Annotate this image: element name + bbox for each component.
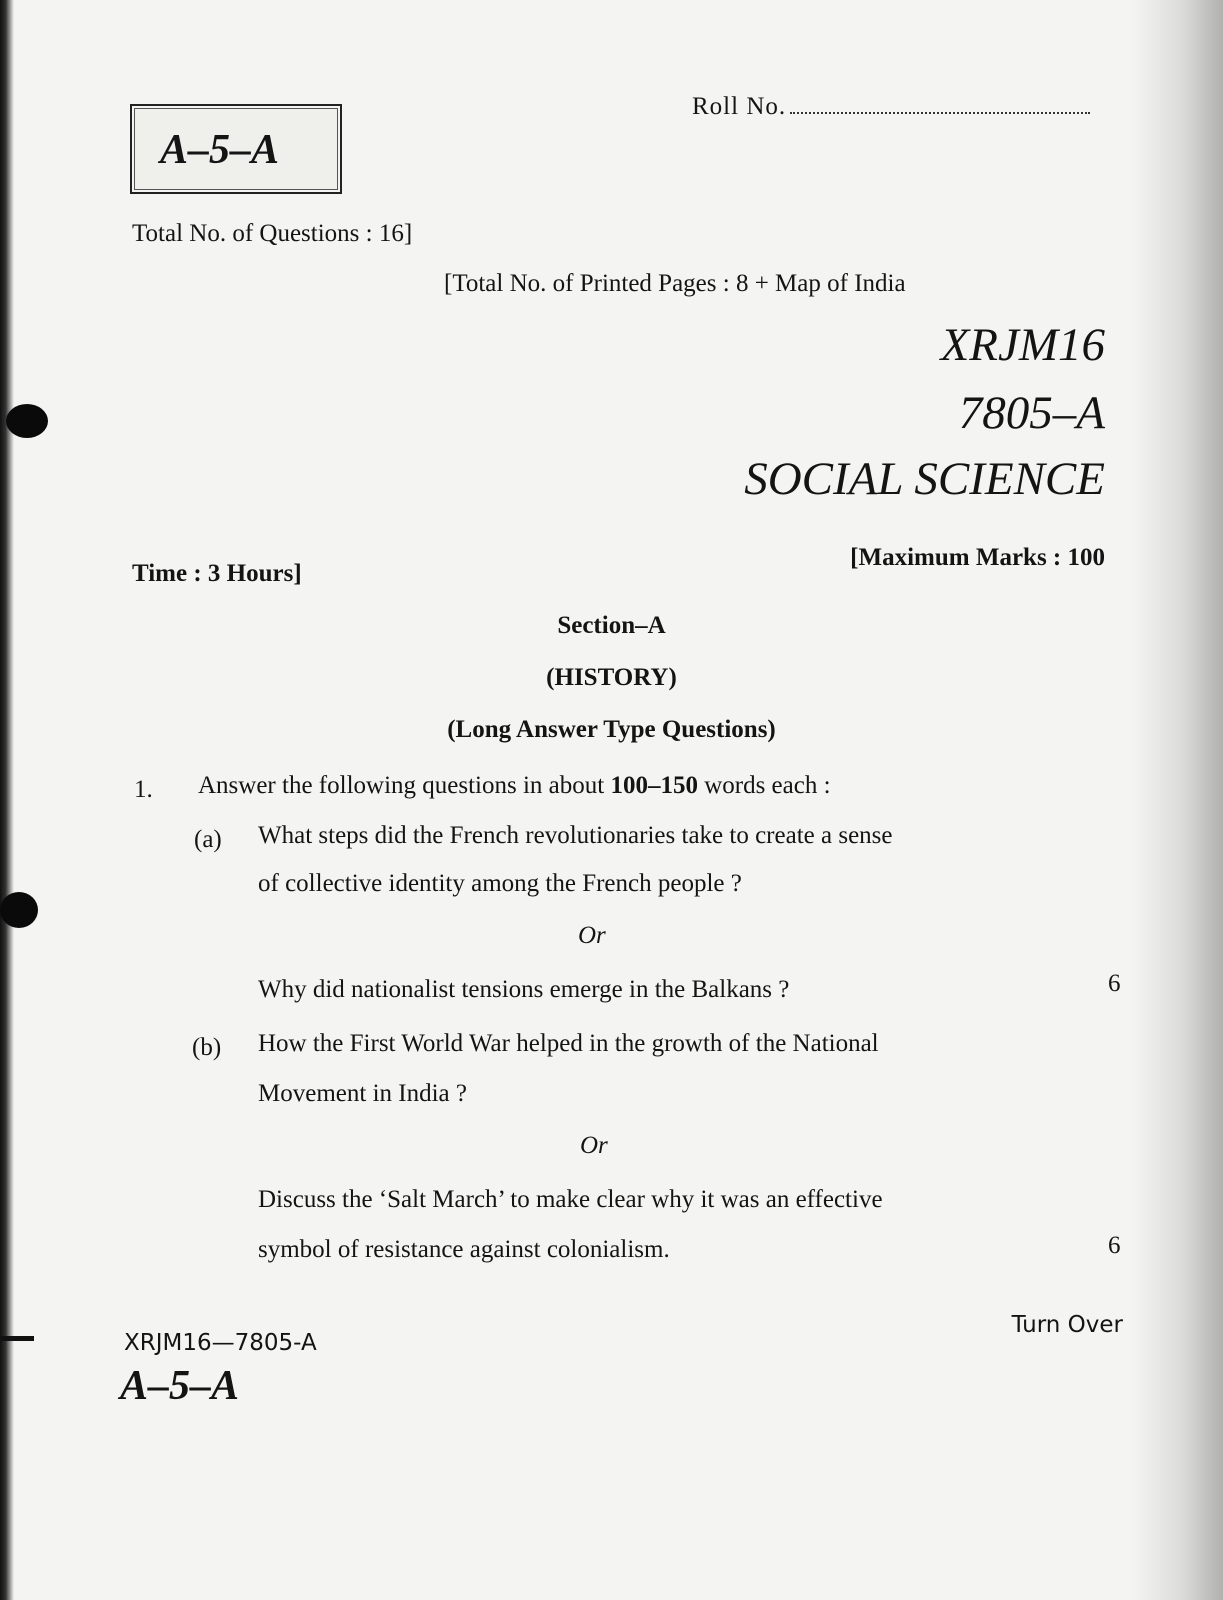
part-a-label: (a) [194, 826, 222, 853]
roll-number-label: Roll No. [692, 93, 787, 120]
subject-title: SOCIAL SCIENCE [744, 453, 1105, 505]
roll-number-field [692, 93, 1090, 121]
page-left-edge-shadow [0, 0, 14, 1600]
turn-over-note: Turn Over [1011, 1312, 1123, 1338]
section-subject: (HISTORY) [546, 664, 677, 691]
part-a-or: Or [578, 922, 606, 949]
footer-set-code: A–5–A [120, 1363, 240, 1409]
maximum-marks: [Maximum Marks : 100 [850, 544, 1105, 571]
question-instruction [198, 772, 831, 800]
total-questions: Total No. of Questions : 16] [132, 220, 413, 247]
section-question-type: (Long Answer Type Questions) [447, 716, 776, 743]
roll-number-dotted-line [790, 94, 1090, 114]
instruction-text-end: words each : [704, 772, 831, 799]
paper-set-code: A–5–A [160, 127, 280, 173]
punch-hole-top [6, 404, 48, 438]
section-title: Section–A [557, 612, 666, 639]
part-a-line-1: What steps did the French revolutionaries take to create a sense [258, 822, 893, 849]
edge-mark [0, 1336, 34, 1341]
footer-paper-code: XRJM16—7805-A [124, 1330, 317, 1356]
paper-set-box [130, 104, 342, 194]
part-b-or: Or [580, 1132, 608, 1159]
part-b-alternative-line-2: symbol of resistance against colonialism. [258, 1236, 670, 1263]
part-a-line-2: of collective identity among the French people ? [258, 870, 742, 897]
word-limit: 100–150 [610, 772, 698, 799]
part-b-label: (b) [192, 1034, 222, 1061]
part-a-alternative: Why did nationalist tensions emerge in the Balkans ? [258, 976, 790, 1003]
printed-pages: [Total No. of Printed Pages : 8 + Map of India [444, 270, 906, 297]
part-b-alternative-line-1: Discuss the ‘Salt March’ to make clear why it was an effective [258, 1186, 883, 1213]
question-number: 1. [134, 776, 153, 803]
page-right-edge-shadow [1133, 0, 1223, 1600]
punch-hole-bottom [0, 892, 38, 928]
part-b-marks: 6 [1108, 1232, 1121, 1259]
paper-code: XRJM16 [940, 319, 1105, 371]
part-a-marks: 6 [1108, 970, 1121, 997]
time-allowed: Time : 3 Hours] [132, 560, 302, 587]
instruction-text: Answer the following questions in about [198, 772, 605, 799]
paper-number: 7805–A [958, 387, 1105, 439]
part-b-line-2: Movement in India ? [258, 1080, 467, 1107]
part-b-line-1: How the First World War helped in the growth of the National [258, 1030, 879, 1057]
